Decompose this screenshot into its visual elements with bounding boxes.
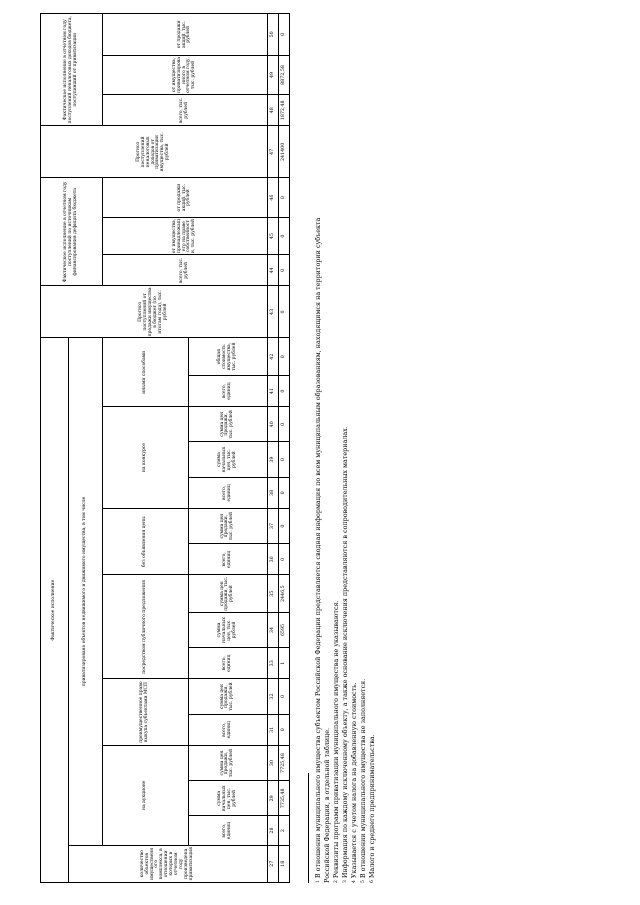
column-number: 43	[268, 286, 279, 338]
footnote-text: Информация по каждому исключенному объекту, а также основание исключения представляются в сопроводительных материалах.	[341, 426, 349, 879]
footnote	[332, 23, 341, 883]
cell-value: 0	[279, 477, 290, 508]
footnote-text: Малого и среднего предпринимательства.	[368, 734, 376, 879]
header-sale-price: сумма цен продажи, тыс. рублей	[188, 508, 267, 543]
data-row	[279, 14, 290, 883]
header-from-auction-income: от имущества, приватизированного в отчетном году, тыс. рублей	[102, 55, 267, 94]
header-total-units: всего, единиц	[188, 477, 267, 508]
cell-value: 0	[279, 442, 290, 477]
header-total-units: всего, единиц	[188, 375, 267, 406]
privatization-table	[40, 13, 290, 883]
cell-value: 18	[279, 845, 290, 882]
column-number: 34	[268, 612, 279, 647]
header-initial-price: сумма начальных цен, тыс. рублей	[188, 442, 267, 477]
header-total-units: всего, единиц	[188, 544, 267, 575]
header-initial-price: сумма начальных цен, тыс. рублей	[188, 612, 267, 647]
header-other-ways: иными способами	[102, 338, 188, 407]
cell-value: 2	[279, 816, 290, 845]
header-fact-perf: Фактическое исполнение	[41, 338, 69, 883]
column-number: 46	[268, 178, 279, 218]
cell-value: 6595	[279, 612, 290, 647]
cell-value: 8872,58	[279, 55, 290, 94]
column-number: 48	[268, 95, 279, 126]
column-number: 32	[268, 679, 279, 714]
column-numbers-row	[268, 14, 279, 883]
column-number: 35	[268, 575, 279, 612]
column-number: 44	[268, 255, 279, 286]
header-total-kt: всего, тыс. рублей	[102, 95, 267, 126]
footnote	[314, 23, 323, 883]
cell-value: 7735,48	[279, 781, 290, 816]
cell-value: 0	[279, 407, 290, 442]
footnote	[323, 23, 332, 883]
header-from-sale: от продажи акций, тыс. рублей	[102, 14, 267, 56]
footnote	[350, 23, 359, 883]
column-number: 36	[268, 544, 279, 575]
header-total-kt: всего, тыс. рублей	[102, 255, 267, 286]
cell-value: 0	[279, 544, 290, 575]
footnote	[359, 23, 368, 883]
header-sale-price: сумма цен продажи, тыс. рублей	[188, 575, 267, 612]
header-initial-price: сумма начальных цен, тыс. рублей	[188, 781, 267, 816]
header-forecast-sale: Прогноз поступлений от продажи имущества в бюджет (по итогам года), тыс. рублей	[41, 286, 268, 338]
cell-value: 7725,48	[279, 745, 290, 780]
footnote-number: 3	[343, 880, 348, 883]
header-competition: на конкурсе	[102, 407, 188, 509]
column-number: 31	[268, 714, 279, 745]
column-number: 45	[268, 217, 279, 254]
header-total-units: всего, единиц	[188, 648, 267, 679]
header-total-units: всего, единиц	[188, 816, 267, 845]
footnote	[341, 23, 350, 883]
column-number: 40	[268, 407, 279, 442]
cell-value: 0	[279, 338, 290, 376]
footnote-text: Реквизиты программ приватизации муниципального имущества не указываются.	[332, 600, 340, 879]
header-fact-income: Фактическое исполнение в отчетном году поступлений неналоговых доходов бюджета, поступивший от приватизации	[41, 14, 103, 126]
footnote-text: Указывается с учетом налога на добавленную стоимость.	[350, 682, 358, 879]
header-privatization: приватизировано объектов недвижимого и движимого имущества, в том числе	[68, 338, 102, 845]
column-number: 33	[268, 648, 279, 679]
footnote-number: 5	[361, 880, 366, 883]
footnote-number: 2	[334, 880, 339, 883]
header-from-own: от имущества, принадлежащего на праве собственности, тыс. рублей	[102, 217, 267, 254]
cell-value: 1872,48	[279, 95, 290, 126]
header-fact-budget: Фактическое исполнение в отчетном году поступлений по источникам финансирования дефицита бюджета	[41, 178, 103, 286]
cell-value: 0	[279, 178, 290, 218]
column-number: 29	[268, 781, 279, 816]
cell-value: 0	[279, 375, 290, 406]
header-total-cost: общая стоимость имущества, тыс. рублей	[188, 338, 267, 376]
column-number: 28	[268, 816, 279, 845]
column-number: 39	[268, 442, 279, 477]
footnote	[368, 23, 377, 883]
footnote-number: 1	[316, 880, 321, 883]
header-count-objects: количество объектов имущественного комплекса, в отношении которых в отчетном году произведена приватизация	[68, 845, 267, 882]
header-total-units: всего, единиц	[188, 714, 267, 745]
cell-value: 0	[279, 679, 290, 714]
header-no-price: без объявления цены	[102, 508, 188, 575]
footnote-number: 6	[370, 880, 375, 883]
footnote-divider	[308, 773, 309, 883]
cell-value: 2446,5	[279, 575, 290, 612]
header-sale-price: сумма цен продажи, тыс. рублей	[188, 745, 267, 780]
column-number: 49	[268, 55, 279, 94]
header-public-offer: посредством публичного предложения	[102, 575, 188, 679]
column-number: 38	[268, 477, 279, 508]
header-forecast-rent: Прогноз поступлений неналоговых доходов от приватизации имущества, тыс. рублей	[41, 126, 268, 178]
column-number: 27	[268, 845, 279, 882]
cell-value: 241400	[279, 126, 290, 178]
column-number: 41	[268, 375, 279, 406]
column-number: 30	[268, 745, 279, 780]
footnote-text: В отношении муниципального имущества не заполняется.	[359, 678, 367, 879]
footnote-text: Российской Федерации, в отдельной таблице.	[323, 727, 331, 883]
cell-value: 0	[279, 508, 290, 543]
cell-value: 0	[279, 217, 290, 254]
footnotes	[314, 23, 377, 883]
header-preemptive: преимущественное право выкупа субъектами МСП	[102, 679, 188, 746]
header-sale-price: сумма цен продажи, тыс. рублей	[188, 407, 267, 442]
cell-value: 0	[279, 14, 290, 56]
column-number: 47	[268, 126, 279, 178]
column-number: 50	[268, 14, 279, 56]
footnote-text: В отношении муниципального имущества субъектом Российской Федерации представляется сводная информация по всем муниципальным образованиям, находящимся на территории субъекта	[314, 217, 322, 879]
cell-value: 0	[279, 286, 290, 338]
column-number: 42	[268, 338, 279, 376]
cell-value: 1	[279, 648, 290, 679]
header-sale-price: сумма цен продажи, тыс. рублей	[188, 679, 267, 714]
cell-value: 0	[279, 255, 290, 286]
header-from-sale: от продажи акций, тыс. рублей	[102, 178, 267, 218]
cell-value: 0	[279, 714, 290, 745]
column-number: 37	[268, 508, 279, 543]
header-auction: на аукционе	[102, 745, 188, 845]
footnote-number: 4	[352, 880, 357, 883]
